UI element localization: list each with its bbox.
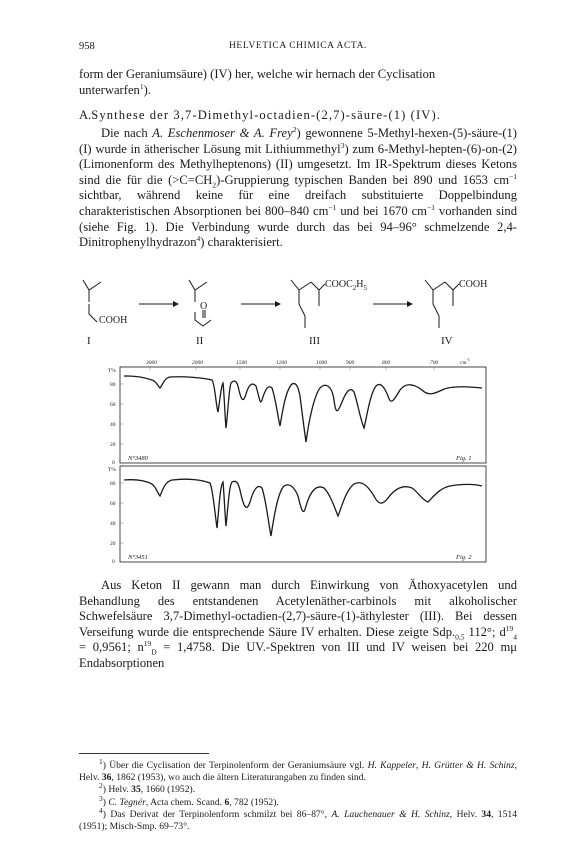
p1-sub-2: 2 bbox=[212, 180, 217, 190]
fn2-mark: 2 bbox=[99, 781, 103, 790]
p2-text-b: 112°; d bbox=[464, 624, 506, 639]
fn3-text-b: , Acta chem. Scand. bbox=[145, 796, 225, 808]
wavenumber-900: 900 bbox=[346, 360, 355, 366]
p1-amp: & bbox=[234, 126, 254, 140]
fn3-text-a: ) bbox=[102, 796, 109, 808]
y-axis-label-1: T% bbox=[108, 368, 116, 374]
panel-1-sample-id: N°3480 bbox=[128, 455, 148, 462]
wavenumber-1000: 1000 bbox=[316, 360, 327, 366]
section-title: Synthese der 3,7-Dimethyl-octadien-(2,7)-säure-(1) (IV). bbox=[91, 108, 441, 122]
group-oxo-II: O bbox=[200, 301, 208, 312]
y-tick-40-1: 40 bbox=[110, 422, 116, 428]
wavenumber-700: 700 bbox=[430, 360, 439, 366]
p2-text-d: = 1,4758. Die UV.-Spektren von III und IV weisen bei 220 mμ Endabsorptionen bbox=[79, 640, 518, 670]
fn4-author-schinz: H. Schinz bbox=[411, 809, 450, 821]
intro-tail: ). bbox=[143, 82, 151, 97]
struct-IV-isopropenyl bbox=[425, 280, 445, 290]
y-tick-20-1: 20 bbox=[110, 442, 116, 448]
p1-text-b: ) gewonnene 5-Methyl-hexen-(5)-säure-(1) (I) wurde in ätherischer Lösung mit Lithiummethyl bbox=[79, 126, 518, 156]
running-header bbox=[79, 41, 517, 55]
fn3-text-c: , 782 (1952). bbox=[229, 796, 279, 808]
footnote-ref-4[interactable]: 4 bbox=[196, 233, 201, 243]
fn3-author-tegner: C. Tegnér bbox=[108, 796, 146, 808]
fn1-volume: 36 bbox=[101, 771, 112, 783]
p2-sdp-pressure: 0,5 bbox=[455, 632, 465, 642]
struct-III-isopropenyl bbox=[291, 280, 311, 290]
p1-text-g: vorhanden sind (siehe Fig. 1). Die Verbindung wurde durch das bei 94–96° schmelzende 2,4-Dinitrophenylhydrazon bbox=[79, 203, 517, 250]
p1-text-a: Die nach bbox=[101, 126, 153, 140]
fn1-mark: 1 bbox=[99, 756, 103, 766]
fn2-volume: 35 bbox=[131, 784, 141, 796]
struct-IV-acid-chain bbox=[445, 282, 459, 290]
footnote-ref-1[interactable]: 1 bbox=[139, 81, 144, 91]
footnote-4 bbox=[79, 806, 517, 832]
y-tick-20-2: 20 bbox=[110, 541, 116, 547]
p2-text-a: Aus Keton II gewann man durch Einwirkung von Äthoxyacetylen und Behandlung des entstandenen Acetylenäther-carbinols mit alkoholischer Schwefelsäure 3,7-Dimethyl-octadien-(2,7)-säure-(1)-äthylester (III). Bei dessen Verseifung wurde die entsprechende Säure IV erhalten. Diese zeigte Sdp. bbox=[79, 578, 517, 639]
p1-text-e: sichtbar, während keine für eine dreifach substituierte Doppelbindung charakteristischen Absorptionen bei 800–840 cm bbox=[79, 188, 517, 218]
p1-text-d: )-Gruppierung typischen Banden bei 890 und 1653 cm bbox=[216, 172, 510, 187]
p2-index-temp: 19 bbox=[143, 639, 152, 649]
compound-label-III: III bbox=[309, 335, 320, 347]
fn4-text-a: ) Das Derivat der Terpinolenform schmilzt bei 86–87°, bbox=[102, 809, 332, 821]
page-number: 958 bbox=[79, 41, 95, 52]
struct-II-isopropenyl bbox=[189, 280, 207, 290]
y-axis-label-2: T% bbox=[108, 467, 116, 473]
fn1-text-a: ) Über die Cyclisation der Terpinolenform der Geraniumsäure vgl. bbox=[102, 760, 368, 771]
wavenumber-2000: 2000 bbox=[192, 360, 203, 366]
y-tick-60-1: 60 bbox=[110, 402, 116, 408]
section-heading bbox=[79, 108, 517, 124]
footnote-rule bbox=[79, 753, 209, 754]
footnote-1 bbox=[79, 756, 517, 783]
struct-I-chain bbox=[89, 304, 97, 322]
paragraph-1 bbox=[79, 126, 517, 251]
p2-density-temp: 19 bbox=[505, 623, 514, 633]
fn1-author-kappeler: H. Kappeler bbox=[367, 760, 416, 771]
p2-density-ref: 4 bbox=[513, 632, 517, 642]
panel-2-frame bbox=[120, 466, 486, 562]
spectrum-trace-fig2 bbox=[124, 479, 482, 536]
p1-exp-2: −1 bbox=[328, 202, 337, 212]
wavenumber-3000: 3000 bbox=[146, 360, 157, 366]
fn4-text-c: , Helv. bbox=[449, 809, 482, 821]
fn1-text-e: , 1862 (1953), wo auch die ältern Literaturangaben zu finden sind. bbox=[111, 771, 366, 783]
section-prefix: A. bbox=[79, 108, 92, 122]
group-ester-III: $COOC_2H_5$ bbox=[325, 279, 368, 292]
intro-line-1: form der Geraniumsäure) (IV) her, welche wir hernach der Cyclisation bbox=[79, 67, 436, 81]
y-tick-80-2: 80 bbox=[110, 481, 116, 487]
y-tick-60-2: 60 bbox=[110, 501, 116, 507]
group-cooh-IV: COOH bbox=[459, 279, 488, 290]
ir-spectra-figure bbox=[84, 356, 524, 570]
p1-exp-1: −1 bbox=[509, 171, 517, 181]
paragraph-2 bbox=[79, 578, 517, 672]
panel-2-sample-id: N°3451 bbox=[128, 554, 148, 561]
fn1-author-grutter: H. Grütter bbox=[421, 760, 463, 771]
fn2-text-b: , 1660 (1952). bbox=[140, 784, 196, 796]
fn4-author-lauchenauer: A. Lauchenauer bbox=[331, 809, 395, 821]
wavenumber-unit: $cm^{-1}$ bbox=[460, 357, 470, 366]
footnotes bbox=[79, 756, 517, 834]
struct-I-isopropenyl bbox=[83, 280, 101, 290]
footnote-ref-3[interactable]: 3 bbox=[340, 140, 345, 150]
p2-text-c: = 0,9561; n bbox=[79, 640, 144, 655]
author-eschenmoser: A. Eschenmoser bbox=[152, 126, 235, 140]
fn1-text-b: , bbox=[415, 760, 422, 771]
footnote-3 bbox=[79, 793, 517, 809]
p1-exp-3: −1 bbox=[426, 202, 435, 212]
author-frey: A. Frey bbox=[253, 126, 293, 140]
y-tick-80-1: 80 bbox=[110, 382, 116, 388]
group-cooh-I: COOH bbox=[99, 315, 128, 326]
panel-2-fig-label: Fig. 2 bbox=[456, 554, 472, 561]
fn1-text-d: , Helv. bbox=[79, 760, 517, 783]
fn2-text-a: ) Helv. bbox=[102, 784, 132, 796]
struct-IV-chain bbox=[433, 290, 439, 328]
spectrum-trace-fig1 bbox=[124, 376, 482, 442]
footnote-2 bbox=[79, 781, 517, 796]
arrowhead-1 bbox=[173, 301, 179, 307]
fn1-author-schinz: H. Schinz bbox=[476, 760, 515, 771]
fn3-mark: 3 bbox=[99, 793, 103, 803]
p1-text-f: und bei 1670 cm bbox=[336, 203, 427, 218]
compound-label-I: I bbox=[87, 335, 91, 347]
compound-label-II: II bbox=[196, 335, 204, 347]
p2-index-line: D bbox=[151, 647, 157, 657]
fn4-text-b: & bbox=[394, 809, 411, 821]
footnote-ref-2[interactable]: 2 bbox=[292, 124, 297, 134]
arrowhead-2 bbox=[275, 301, 281, 307]
panel-1-fig-label: Fig. 1 bbox=[456, 455, 472, 462]
fn4-volume: 34 bbox=[481, 809, 491, 821]
intro-paragraph bbox=[79, 67, 517, 98]
intro-line-2: unterwarfen bbox=[79, 82, 140, 97]
y-tick-0-1: 0 bbox=[112, 460, 115, 466]
journal-title: HELVETICA CHIMICA ACTA. bbox=[228, 41, 368, 51]
reaction-scheme bbox=[79, 276, 517, 348]
y-tick-0-2: 0 bbox=[112, 559, 115, 565]
p1-text-c: ) zum 6-Methyl-hepten-(6)-on-(2) (Limonenform des Methylheptenons) (II) umgesetzt. Im IR-Spektrum dieses Ketons sind die für die (>C=CH bbox=[79, 141, 517, 187]
p1-text-h: ) charakterisiert. bbox=[200, 235, 283, 250]
wavenumber-800: 800 bbox=[382, 360, 391, 366]
fn4-text-d: , 1514 (1951); Misch-Smp. 69–73°. bbox=[79, 809, 517, 832]
arrowhead-3 bbox=[407, 301, 413, 307]
fn4-mark: 4 bbox=[99, 806, 103, 816]
struct-III-ester-chain bbox=[311, 282, 325, 290]
compound-label-IV: IV bbox=[441, 335, 453, 347]
wavenumber-1500: 1500 bbox=[236, 360, 247, 366]
struct-III-chain bbox=[299, 290, 305, 328]
y-tick-40-2: 40 bbox=[110, 521, 116, 527]
wavenumber-1200: 1200 bbox=[276, 360, 287, 366]
fn3-volume: 6 bbox=[224, 796, 230, 808]
fn1-text-c: & bbox=[462, 760, 477, 771]
